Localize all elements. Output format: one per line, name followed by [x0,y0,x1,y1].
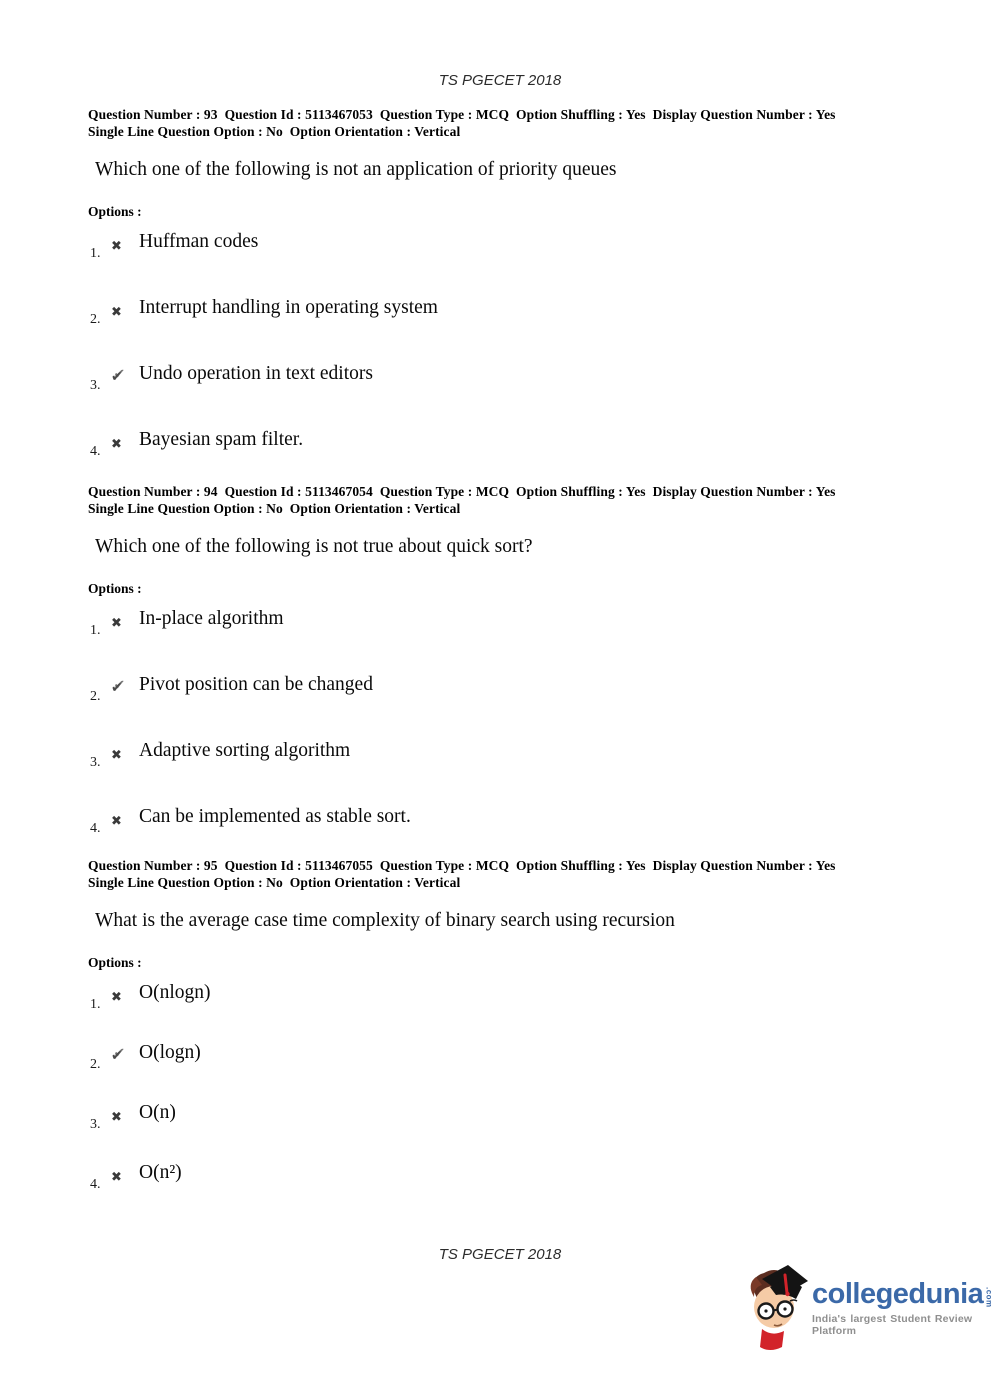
question-meta-line2: Single Line Question Option : No Option Orientation : Vertical [88,875,461,890]
option-text: Undo operation in text editors [139,363,373,384]
options-label: Options : [88,204,142,219]
options-list [88,230,972,494]
options-label: Options : [88,955,142,970]
options-list [88,607,972,871]
option-text: Adaptive sorting algorithm [139,740,351,761]
option-row [88,981,972,1041]
option-number: 2. [90,689,101,704]
option-row [88,1101,972,1161]
options-label: Options : [88,581,142,596]
cross-icon: ✖ [111,437,122,452]
question-meta-line2: Single Line Question Option : No Option Orientation : Vertical [88,501,461,516]
option-number: 1. [90,246,101,261]
check-icon: ✔ [111,680,123,696]
cross-icon: ✖ [111,990,122,1005]
option-number: 2. [90,312,101,327]
option-number: 4. [90,444,101,459]
question-text: What is the average case time complexity of binary search using recursion [95,910,675,931]
collegedunia-tld: .com [984,1287,994,1308]
option-number: 1. [90,623,101,638]
option-row [88,1161,972,1221]
option-text: O(n) [139,1102,176,1123]
option-row [88,362,972,428]
cross-icon: ✖ [111,239,122,254]
option-row [88,296,972,362]
options-list [88,981,972,1221]
option-row [88,607,972,673]
question-meta-line1: Question Number : 93 Question Id : 5113467053 Question Type : MCQ Option Shuffling : Yes Display Question Number : Yes [88,107,836,122]
page-footer-title: TS PGECET 2018 [438,1246,562,1263]
cross-icon: ✖ [111,616,122,631]
cross-icon: ✖ [111,814,122,829]
collegedunia-text-block [812,1279,992,1337]
question-meta-line1: Question Number : 94 Question Id : 5113467054 Question Type : MCQ Option Shuffling : Yes Display Question Number : Yes [88,484,836,499]
cross-icon: ✖ [111,305,122,320]
option-number: 4. [90,1177,101,1192]
question-text: Which one of the following is not true about quick sort? [95,536,533,557]
option-text: O(nlogn) [139,982,211,1003]
option-number: 1. [90,997,101,1012]
collegedunia-wordmark: collegedunia [812,1278,984,1310]
cross-icon: ✖ [111,1170,122,1185]
option-text: Huffman codes [139,231,259,252]
collegedunia-mascot-icon [744,1263,810,1353]
option-row [88,230,972,296]
option-row [88,1041,972,1101]
option-number: 2. [90,1057,101,1072]
question-meta-line2: Single Line Question Option : No Option Orientation : Vertical [88,124,461,139]
cross-icon: ✖ [111,748,122,763]
question-meta-line1: Question Number : 95 Question Id : 5113467055 Question Type : MCQ Option Shuffling : Yes Display Question Number : Yes [88,858,836,873]
option-text: Bayesian spam filter. [139,429,304,450]
option-text: Pivot position can be changed [139,674,373,695]
collegedunia-tagline: India's largest Student Review Platform [812,1313,973,1337]
option-number: 3. [90,755,101,770]
option-text: Can be implemented as stable sort. [139,806,411,827]
page-header-title: TS PGECET 2018 [438,72,562,89]
option-row [88,673,972,739]
question-block-93 [88,106,972,494]
option-text: In-place algorithm [139,608,284,629]
question-block-94 [88,483,972,871]
option-row [88,739,972,805]
option-text: O(logn) [139,1042,201,1063]
cross-icon: ✖ [111,1110,122,1125]
option-text: O(n²) [139,1162,182,1183]
option-text: Interrupt handling in operating system [139,297,438,318]
option-number: 3. [90,1117,101,1132]
option-number: 3. [90,378,101,393]
collegedunia-logo [744,1263,992,1355]
question-block-95 [88,857,972,1221]
option-number: 4. [90,821,101,836]
check-icon: ✔ [111,369,123,385]
check-icon: ✔ [111,1048,123,1064]
question-text: Which one of the following is not an application of priority queues [95,159,617,180]
